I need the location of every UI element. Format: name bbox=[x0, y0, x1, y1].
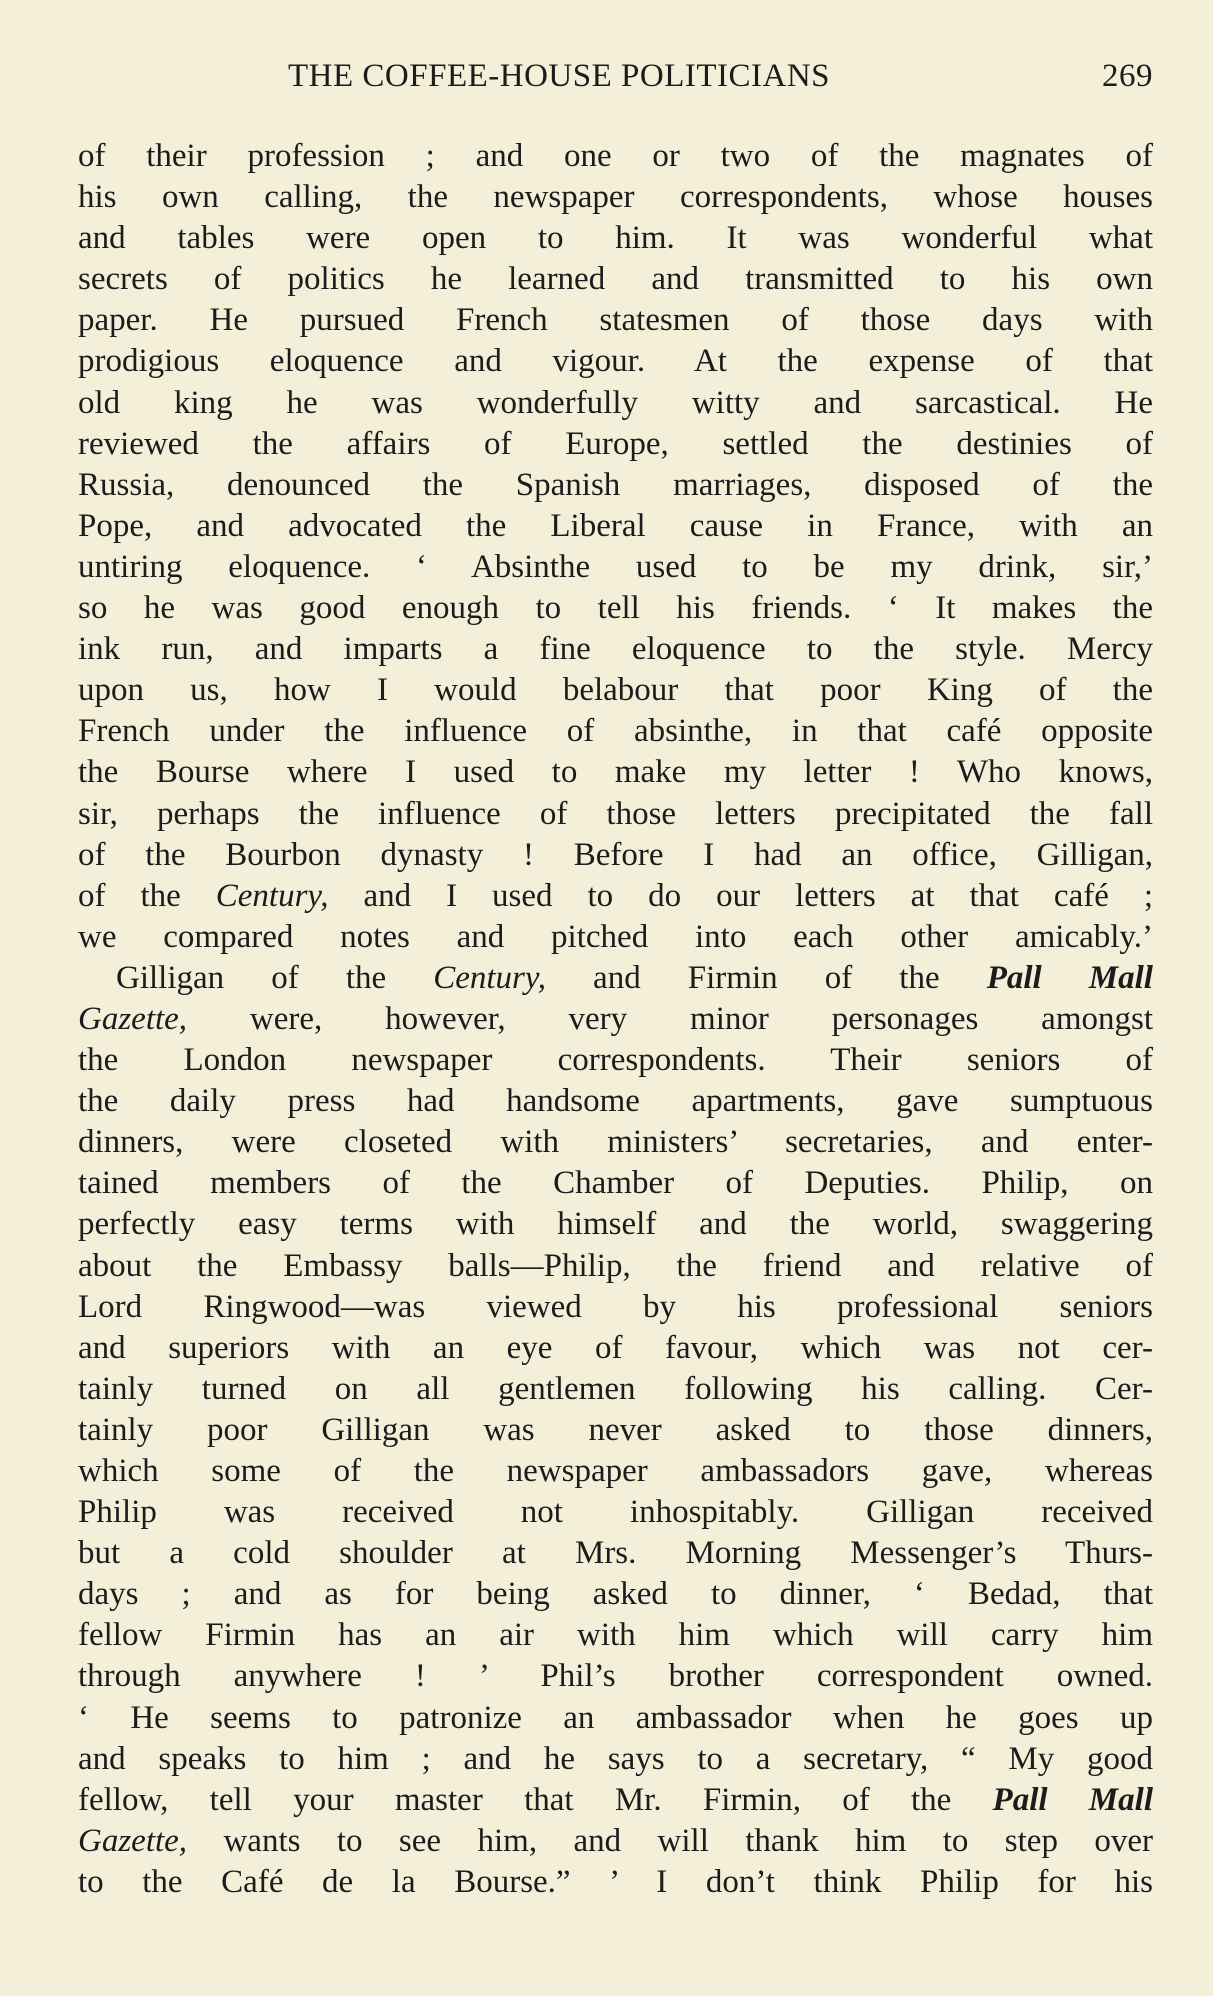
text-segment: fellow Firmin has an air with him which will carry him bbox=[78, 1617, 1153, 1654]
text-line bbox=[78, 218, 1153, 259]
text-line bbox=[78, 1862, 1153, 1903]
text-segment: tained members of the Chamber of Deputies. Philip, on bbox=[78, 1165, 1153, 1202]
text-segment: and speaks to him ; and he says to a secretary, “ My good bbox=[78, 1740, 1153, 1777]
text-segment: ‘ He seems to patronize an ambassador when he goes up bbox=[78, 1699, 1153, 1736]
text-line bbox=[78, 835, 1153, 876]
text-segment: untiring eloquence. ‘ Absinthe used to be my drink, sir,’ bbox=[78, 548, 1153, 585]
text-line bbox=[78, 1204, 1153, 1245]
text-line bbox=[78, 588, 1153, 629]
text-segment: tainly turned on all gentlemen following his calling. Cer- bbox=[78, 1370, 1153, 1407]
text-line bbox=[78, 341, 1153, 382]
text-segment: paper. He pursued French statesmen of those days with bbox=[78, 302, 1153, 339]
text-segment: and Firmin of the bbox=[545, 959, 987, 996]
text-segment: which some of the newspaper ambassadors gave, whereas bbox=[78, 1453, 1153, 1489]
text-line bbox=[78, 1040, 1153, 1081]
text-line bbox=[78, 876, 1153, 917]
text-line bbox=[78, 1821, 1153, 1862]
text-segment: Russia, denounced the Spanish marriages, disposed of the bbox=[78, 466, 1153, 503]
text-line bbox=[78, 958, 1153, 999]
text-segment: Philip was received not inhospitably. Gilligan received bbox=[78, 1494, 1153, 1531]
text-segment: dinners, were closeted with ministers’ secretaries, and enter- bbox=[78, 1124, 1153, 1161]
text-line bbox=[78, 1122, 1153, 1163]
italic-text: Pall Mall bbox=[986, 959, 1153, 996]
running-title: THE COFFEE-HOUSE POLITICIANS bbox=[288, 58, 830, 94]
text-line bbox=[78, 300, 1153, 341]
text-line bbox=[78, 177, 1153, 218]
text-line bbox=[78, 1656, 1153, 1697]
text-segment: of their profession ; and one or two of the magnates of bbox=[78, 138, 1153, 174]
text-segment: about the Embassy balls—Philip, the friend and relative of bbox=[78, 1247, 1153, 1284]
text-segment: but a cold shoulder at Mrs. Morning Messenger’s Thurs- bbox=[78, 1535, 1153, 1572]
text-segment: wants to see him, and will thank him to step over bbox=[187, 1822, 1153, 1859]
running-head bbox=[78, 58, 1153, 108]
text-line bbox=[78, 1081, 1153, 1122]
text-segment: of the bbox=[78, 877, 216, 914]
text-line bbox=[78, 1574, 1153, 1615]
italic-text: Gazette, bbox=[78, 1000, 188, 1037]
text-line bbox=[78, 1287, 1153, 1328]
text-line bbox=[78, 1246, 1153, 1287]
text-line bbox=[78, 1492, 1153, 1533]
text-line bbox=[78, 1698, 1153, 1739]
text-segment: fellow, tell your master that Mr. Firmin, of the bbox=[78, 1781, 993, 1818]
text-line bbox=[78, 136, 1153, 177]
text-segment: and tables were open to him. It was wonderful what bbox=[78, 220, 1153, 257]
text-line bbox=[78, 1328, 1153, 1369]
text-segment: Lord Ringwood—was viewed by his professional seniors bbox=[78, 1288, 1153, 1325]
page-number: 269 bbox=[1102, 58, 1153, 94]
text-segment: upon us, how I would belabour that poor King of the bbox=[78, 672, 1153, 709]
text-segment: so he was good enough to tell his friends. ‘ It makes the bbox=[78, 590, 1153, 627]
text-segment: French under the influence of absinthe, in that café opposite bbox=[78, 713, 1153, 750]
text-segment: through anywhere ! ’ Phil’s brother correspondent owned. bbox=[78, 1658, 1153, 1695]
text-segment: prodigious eloquence and vigour. At the expense of that bbox=[78, 343, 1153, 380]
text-segment: secrets of politics he learned and transmitted to his own bbox=[78, 261, 1153, 298]
text-line bbox=[78, 1163, 1153, 1204]
text-line bbox=[78, 1410, 1153, 1451]
italic-text: Century, bbox=[433, 959, 546, 996]
text-segment: Gilligan of the bbox=[116, 959, 434, 996]
text-line bbox=[78, 794, 1153, 835]
text-segment: the daily press had handsome apartments, gave sumptuous bbox=[78, 1083, 1153, 1120]
text-line bbox=[78, 424, 1153, 465]
text-segment: we compared notes and pitched into each other amicably.’ bbox=[78, 918, 1153, 955]
body-text bbox=[78, 136, 1153, 1903]
text-segment: days ; and as for being asked to dinner, ‘ Bedad, that bbox=[78, 1576, 1153, 1613]
text-line bbox=[78, 1739, 1153, 1780]
text-line bbox=[78, 1369, 1153, 1410]
text-line bbox=[78, 752, 1153, 793]
text-segment: the Bourse where I used to make my letter ! Who knows, bbox=[78, 754, 1153, 791]
text-line bbox=[78, 917, 1153, 958]
text-segment: Pope, and advocated the Liberal cause in France, with an bbox=[78, 507, 1153, 544]
italic-text: Century, bbox=[215, 877, 329, 914]
text-segment: tainly poor Gilligan was never asked to those dinners, bbox=[78, 1411, 1153, 1448]
text-line bbox=[78, 259, 1153, 300]
text-segment: perfectly easy terms with himself and the world, swaggering bbox=[78, 1206, 1153, 1243]
text-line bbox=[78, 506, 1153, 547]
text-segment: the London newspaper correspondents. Their seniors of bbox=[78, 1042, 1153, 1079]
text-line bbox=[78, 999, 1153, 1040]
text-line bbox=[78, 670, 1153, 711]
text-line bbox=[78, 547, 1153, 588]
text-line bbox=[78, 383, 1153, 424]
text-segment: old king he was wonderfully witty and sarcastical. He bbox=[78, 384, 1153, 421]
italic-text: Gazette, bbox=[78, 1822, 188, 1859]
text-segment: sir, perhaps the influence of those letters precipitated the fall bbox=[78, 795, 1153, 832]
text-segment: of the Bourbon dynasty ! Before I had an office, Gilligan, bbox=[78, 836, 1153, 873]
text-segment: and I used to do our letters at that café ; bbox=[328, 877, 1153, 914]
text-segment: were, however, very minor personages amongst bbox=[187, 1000, 1153, 1037]
text-line bbox=[78, 711, 1153, 752]
text-segment: reviewed the affairs of Europe, settled the destinies of bbox=[78, 425, 1153, 462]
text-line bbox=[78, 465, 1153, 506]
text-segment: ink run, and imparts a fine eloquence to the style. Mercy bbox=[78, 631, 1153, 668]
text-segment: and superiors with an eye of favour, which was not cer- bbox=[78, 1329, 1153, 1366]
text-line bbox=[78, 1533, 1153, 1574]
text-segment: his own calling, the newspaper correspondents, whose houses bbox=[78, 179, 1153, 216]
text-line bbox=[78, 1451, 1153, 1492]
text-line bbox=[78, 1780, 1153, 1821]
text-line bbox=[78, 629, 1153, 670]
text-segment: to the Café de la Bourse.” ’ I don’t think Philip for his bbox=[78, 1863, 1153, 1900]
italic-text: Pall Mall bbox=[992, 1781, 1153, 1818]
text-line bbox=[78, 1615, 1153, 1656]
